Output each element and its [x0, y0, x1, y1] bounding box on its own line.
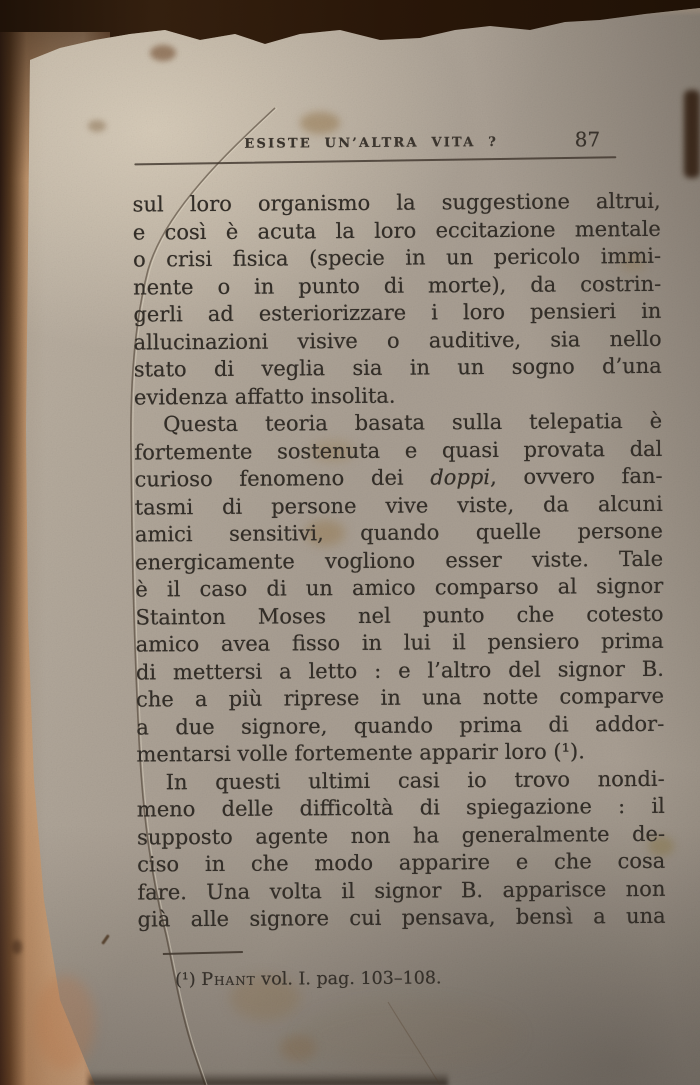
text-line: allucinazioni visive o auditive, sia nello [133, 326, 662, 355]
text-line: Stainton Moses nel punto che cotesto [135, 601, 664, 629]
footnote [175, 968, 495, 990]
text-line: stato di veglia sia in un sogno d’una [133, 353, 662, 382]
text-line: è il caso di un amico comparso al signor [135, 573, 664, 602]
footnote-source: Phant [201, 969, 256, 991]
text-line: che a più riprese in una notte comparve [136, 683, 665, 712]
text-line: amico avea fisso in lui il pensiero prima [135, 628, 664, 657]
header-rule [134, 156, 616, 165]
body-text [133, 188, 666, 934]
running-header: ESISTE UN’ALTRA VITA ? [244, 134, 499, 152]
text-line: In questi ultimi casi io trovo nondi- [165, 766, 665, 794]
page-number: 87 [574, 127, 601, 152]
text-line: tasmi di persone vive viste, da alcuni [134, 491, 663, 520]
text-line: evidenza affatto insolita. [133, 383, 396, 410]
text-line: o crisi fisica (specie in un pericolo immi- [132, 243, 662, 272]
text-line [134, 463, 662, 494]
text-line: già alle signore cui pensava, bensì a una [137, 903, 666, 932]
footnote-reference: vol. I. pag. 103–108. [255, 968, 442, 990]
text-segment: , ovvero fan- [489, 463, 663, 490]
text-line: fare. Una volta il signor B. apparisce non [137, 876, 666, 904]
text-line: Questa teoria basata sulla telepatia è [163, 408, 663, 437]
text-line: sul loro organismo la suggestione altrui, [132, 188, 661, 217]
text-segment: curioso fenomeno dei [134, 465, 431, 492]
footnote-marker: (¹) [174, 970, 202, 991]
text-line: di mettersi a letto : e l’altro del signor B. [135, 656, 664, 684]
italic-word: doppi [430, 465, 491, 490]
text-line: amici sensitivi, quando quelle persone [134, 518, 664, 547]
text-line: ciso in che modo apparire e che cosa [137, 848, 666, 877]
text-line: mentarsi volle fortemente apparir loro (¹). [136, 739, 585, 767]
text-line: energicamente vogliono esser viste. Tale [135, 546, 664, 575]
text-line: meno delle difficoltà di spiegazione : il [136, 793, 665, 822]
footnote-rule [163, 951, 243, 955]
text-line: nente o in punto di morte), da costrin- [133, 271, 662, 300]
text-line: supposto agente non ha generalmente de- [136, 821, 666, 849]
text-line: a due signore, quando prima di addor- [136, 711, 665, 739]
text-line: fortemente sostenuta e quasi provata dal [134, 436, 663, 465]
text-line: e così è acuta la loro eccitazione mentale [132, 216, 661, 245]
text-line: gerli ad esteriorizzare i loro pensieri in [133, 298, 662, 327]
